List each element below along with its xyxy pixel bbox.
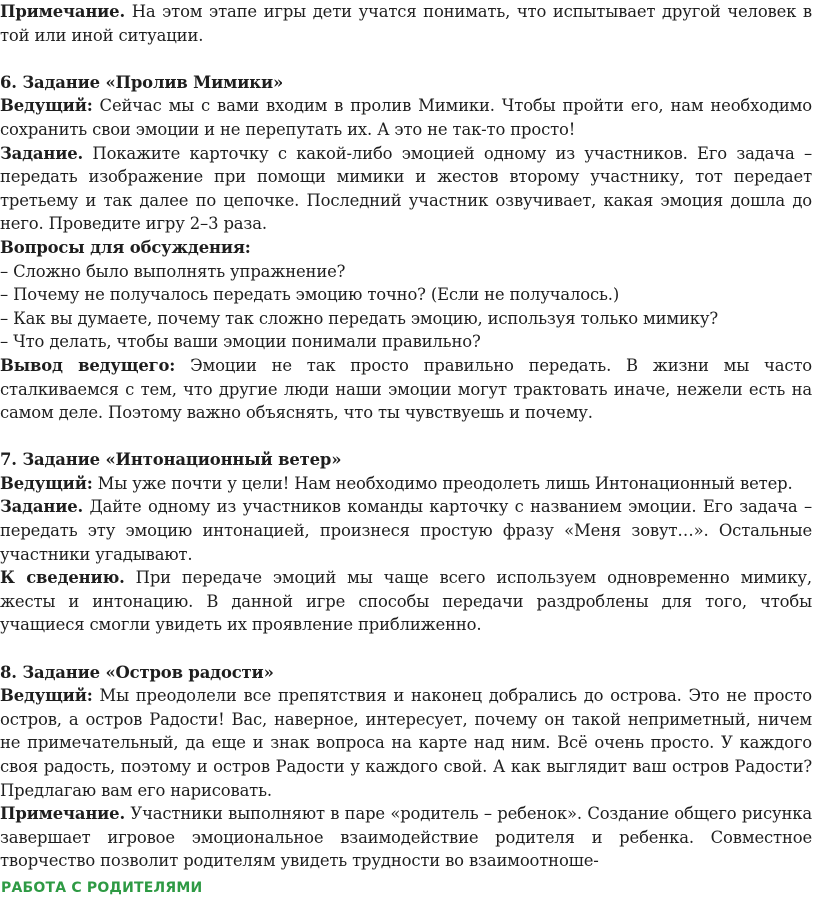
spacer [0,47,812,71]
note-label: Примечание. [0,804,126,824]
task8-note-paragraph [0,802,812,873]
question-item: – Почему не получалось передать эмоцию точно? (Если не получалось.) [0,285,620,305]
task-label: Задание. [0,497,84,517]
task6-task-paragraph [0,142,812,236]
question-item: – Сложно было выполнять упражнение? [0,261,346,281]
leader-text: Мы преодолели все препятствия и наконец добрались до острова. Это не просто остров, а остров Радости! Вас, наверное, интересует, почему он такой неприметный, ничем не примечательный, да еще и знак вопроса на карте над ним. Всё очень просто. У каждого своя радость, поэтому и остров Радости у каждого свой. А как выглядит ваш остров Радости? Предлагаю вам его нарисовать. [0,686,812,800]
note-text: На этом этапе игры дети учатся понимать, что испытывает другой человек в той или иной ситуации. [0,2,812,45]
spacer [0,637,812,661]
question-item: – Что делать, чтобы ваши эмоции понимали правильно? [0,332,481,352]
leader-text: Мы уже почти у цели! Нам необходимо преодолеть лишь Интонационный ветер. [92,473,793,493]
task-label: Задание. [0,143,84,163]
intro-note-paragraph [0,0,812,47]
task-text: Дайте одному из участников команды карточку с названием эмоции. Его задача – передать эту эмоцию интонацией, произнеся простую фразу «Меня зовут…». Остальные участники угадывают. [0,497,812,564]
task7-info-paragraph [0,566,812,637]
leader-label: Ведущий: [0,96,93,116]
task6-heading: 6. Задание «Пролив Мимики» [0,72,284,92]
task7-leader-paragraph [0,472,812,496]
task-text: Покажите карточку с какой-либо эмоцией одному из участников. Его задача – передать изображение при помощи мимики и жестов второму участнику, тот передает третьему и так далее по цепочке. Последний участник озвучивает, какая эмоция дошла до него. Проведите игру 2–3 раза. [0,143,812,234]
info-label: К сведению. [0,568,125,588]
spacer [0,425,812,449]
leader-label: Ведущий: [0,473,93,493]
leader-text: Сейчас мы с вами входим в пролив Мимики. Чтобы пройти его, нам необходимо сохранить свои эмоции и не перепутать их. А это не так-то просто! [0,96,812,139]
question-item: – Как вы думаете, почему так сложно передать эмоцию, используя только мимику? [0,308,718,328]
task6-questions-label: Вопросы для обсуждения: [0,237,251,257]
leader-label: Ведущий: [0,686,93,706]
conclusion-text: Эмоции не так просто правильно передать. В жизни мы часто сталкиваемся с тем, что другие люди наши эмоции могут трактовать иначе, нежели есть на самом деле. Поэтому важно объяснять, что ты чувствуешь и почему. [0,355,812,423]
info-text: При передаче эмоций мы чаще всего используем одновременно мимику, жесты и интонацию. В данной игре способы передачи раздроблены для того, чтобы учащиеся смогли увидеть их проявление приближенно. [0,568,812,635]
conclusion-label: Вывод ведущего: [0,355,176,375]
task6-conclusion-paragraph [0,354,812,425]
task7-heading: 7. Задание «Интонационный ветер» [0,450,342,470]
task7-task-paragraph [0,495,812,566]
note-label: Примечание. [0,2,126,21]
note-text: Участники выполняют в паре «родитель – ребенок». Создание общего рисунка завершает игровое эмоциональное взаимодействие родителя и ребенка. Совместное творчество позволит родителям увидеть трудности во взаимоотноше- [0,804,812,871]
task6-leader-paragraph [0,94,812,141]
task8-heading: 8. Задание «Остров радости» [0,662,274,682]
section-footer-label: РАБОТА С РОДИТЕЛЯМИ [1,880,203,896]
task8-leader-paragraph [0,684,812,802]
